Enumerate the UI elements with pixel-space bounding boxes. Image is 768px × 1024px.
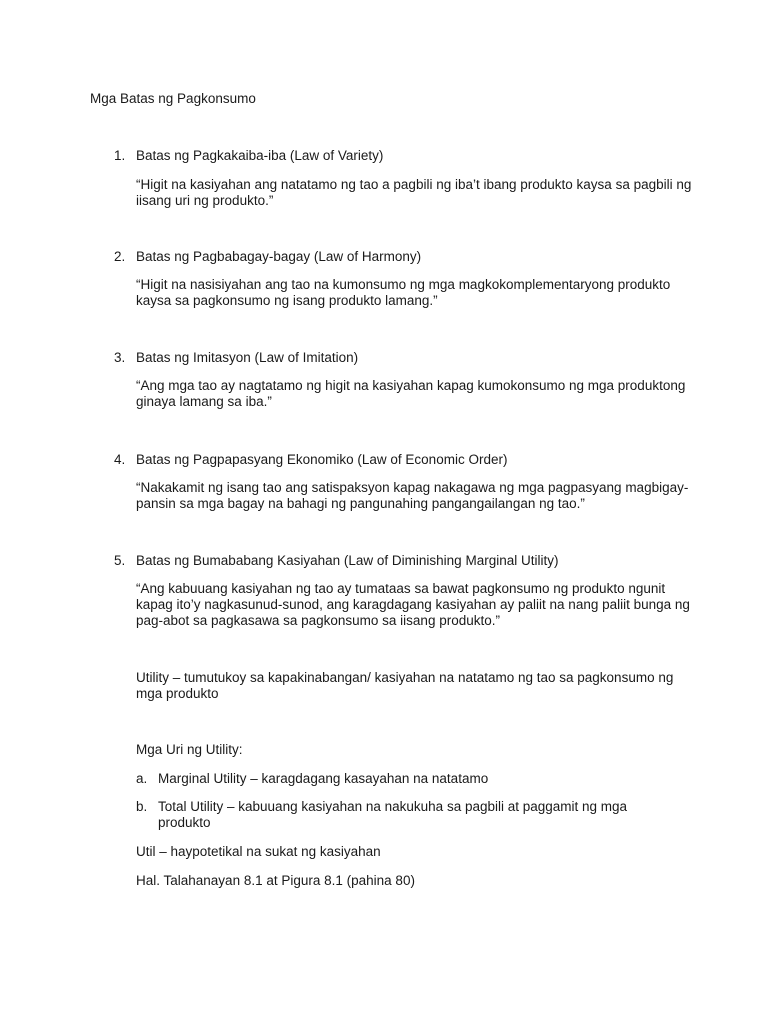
util-definition: Util – haypotetikal na sukat ng kasiyahan [136, 844, 381, 859]
list-item-text: Marginal Utility – karagdagang kasayahan na natatamo [158, 771, 489, 786]
law-number: 2. [114, 249, 126, 264]
law-quote: “Ang mga tao ay nagtatamo ng higit na kasiyahan kapag kumokonsumo ng mga produktong ginaya lamang sa iba.” [136, 378, 686, 409]
law-name: Batas ng Imitasyon (Law of Imitation) [136, 350, 359, 365]
document-title: Mga Batas ng Pagkonsumo [90, 91, 256, 106]
utility-types-heading: Mga Uri ng Utility: [136, 742, 243, 757]
list-item-letter: b. [136, 799, 148, 814]
law-name: Batas ng Pagbabagay-bagay (Law of Harmony) [136, 249, 422, 264]
law-number: 4. [114, 452, 126, 467]
list-item-letter: a. [136, 771, 148, 786]
law-quote: “Higit na nasisiyahan ang tao na kumonsumo ng mga magkokomplementaryong produkto kaysa sa pagkonsumo ng isang produkto lamang.” [136, 277, 671, 308]
law-number: 1. [114, 148, 126, 163]
law-name: Batas ng Pagkakaiba-iba (Law of Variety) [136, 148, 384, 163]
law-name: Batas ng Pagpapasyang Ekonomiko (Law of Economic Order) [136, 452, 508, 467]
law-quote: “Higit na kasiyahan ang natatamo ng tao a pagbili ng iba’t ibang produkto kaysa sa pagbili ng iisang uri ng produkto.” [136, 177, 692, 208]
law-number: 3. [114, 350, 126, 365]
law-name: Batas ng Bumababang Kasiyahan (Law of Diminishing Marginal Utility) [136, 553, 559, 568]
utility-definition: Utility – tumutukoy sa kapakinabangan/ kasiyahan na natatamo ng tao sa pagkonsumo ng mga produkto [136, 670, 674, 701]
list-item-text: Total Utility – kabuuang kasiyahan na nakukuha sa pagbili at paggamit ng mga produkto [158, 799, 628, 830]
law-number: 5. [114, 553, 126, 568]
reference-note: Hal. Talahanayan 8.1 at Pigura 8.1 (pahina 80) [136, 873, 415, 888]
law-quote: “Nakakamit ng isang tao ang satispaksyon kapag nakagawa ng mga pagpasyang magbigay-pansin sa mga bagay na bahagi ng pangunahing pangangailangan ng tao.” [136, 480, 689, 511]
law-quote: “Ang kabuuang kasiyahan ng tao ay tumataas sa bawat pagkonsumo ng produkto ngunit kapag ito’y nagkasunud-sunod, ang karagdagang kasiyahan ay paliit na nang paliit bunga ng pag-abot sa pagkasawa sa pagkonsumo sa iisang produkto.” [136, 581, 690, 628]
